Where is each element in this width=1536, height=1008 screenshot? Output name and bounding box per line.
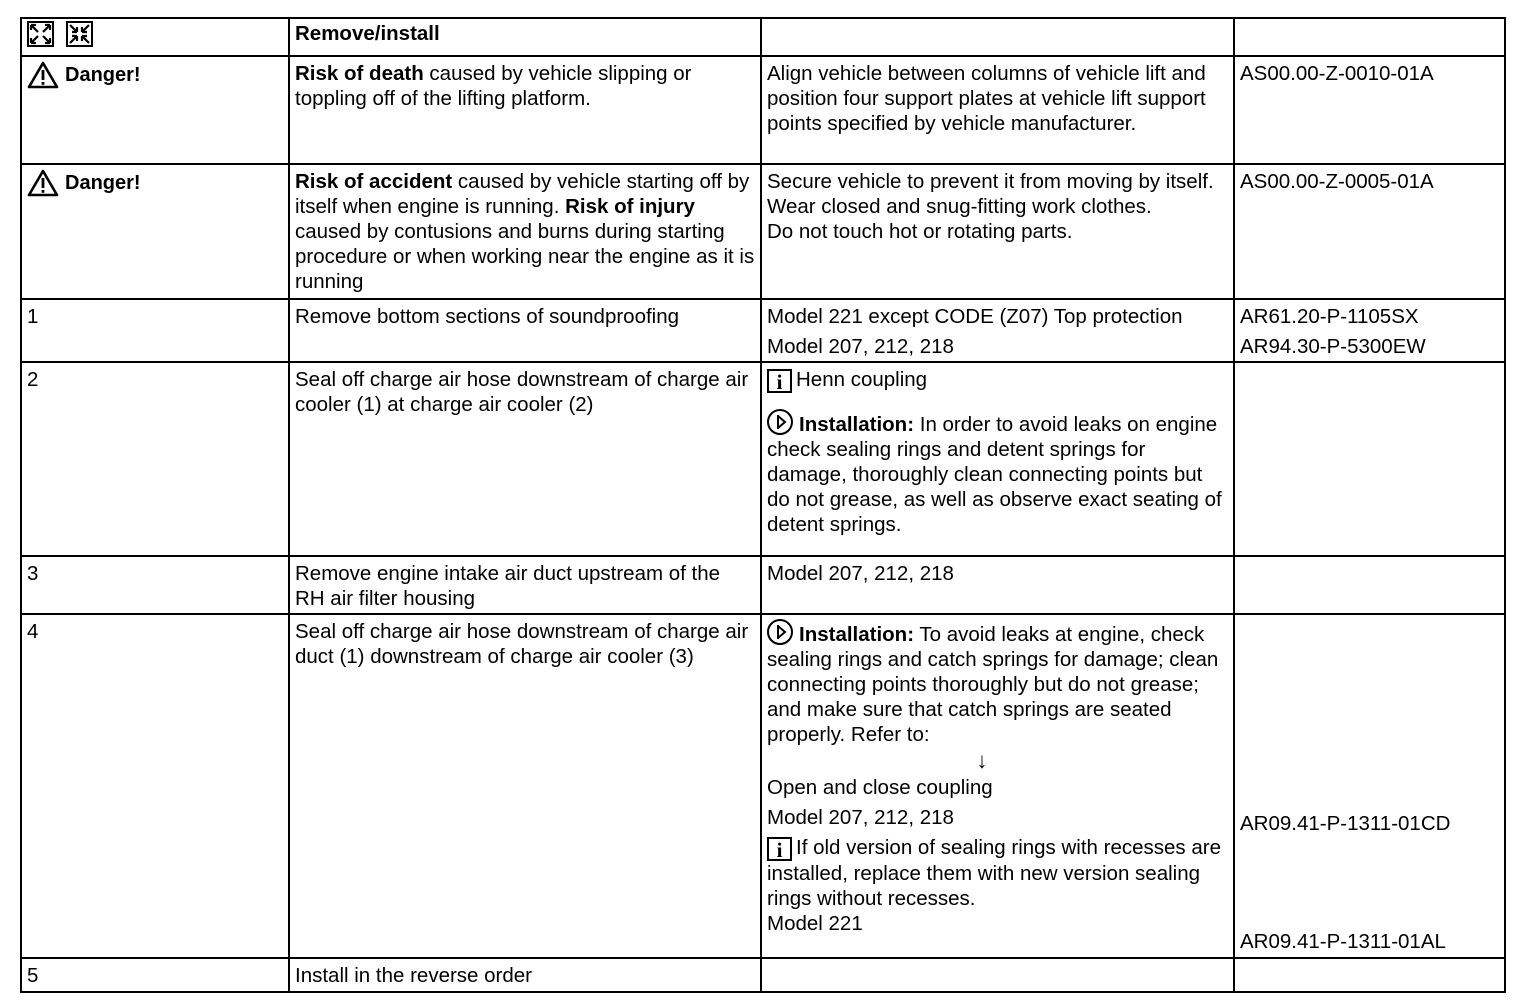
- installation-text: To avoid leaks at engine, check sealing rings and catch springs for damage; clean connecting points thoroughly but do not grease; and make sure that catch springs are seated properly. Refer to:: [767, 623, 1219, 746]
- danger-row-2: [21, 164, 1505, 299]
- reference-link[interactable]: AR61.20-P-1105SX: [1240, 305, 1419, 328]
- info-icon[interactable]: i: [767, 837, 792, 861]
- header-title: Remove/install: [289, 18, 761, 56]
- info-note: [767, 835, 1228, 911]
- info-text: Henn coupling: [796, 368, 928, 391]
- model-line: Model 207, 212, 218: [767, 806, 954, 829]
- open-close-coupling[interactable]: Open and close coupling: [767, 776, 993, 799]
- step-number: 1: [21, 299, 289, 362]
- warning-triangle-icon: [27, 61, 59, 89]
- step-row-5: [21, 958, 1505, 992]
- step-row-4: [21, 614, 1505, 958]
- step-notes: [761, 958, 1234, 992]
- risk-text: caused by contusions and burns during starting procedure or when working near the engine as it is running: [295, 220, 755, 293]
- danger-action: Align vehicle between columns of vehicle lift and position four support plates at vehicle lift support points specified by vehicle manufacturer.: [761, 56, 1234, 164]
- risk-text: caused by vehicle starting off by itself when engine is running.: [295, 170, 750, 218]
- risk-title: Risk of accident: [295, 170, 453, 193]
- step-description: Seal off charge air hose downstream of charge air duct (1) downstream of charge air cooler (3): [289, 614, 761, 958]
- danger-label: Danger!: [65, 171, 141, 194]
- step-row-1: [21, 299, 1505, 362]
- model-line: Model 221 except CODE (Z07) Top protection: [767, 305, 1183, 328]
- step-number: 2: [21, 362, 289, 556]
- procedure-table: [20, 17, 1506, 993]
- step-description: Remove bottom sections of soundproofing: [289, 299, 761, 362]
- installation-text: In order to avoid leaks on engine check sealing rings and detent springs for damage, thoroughly clean connecting points but do not grease, as well as observe exact seating of detent springs.: [767, 413, 1222, 536]
- collapse-icon[interactable]: [66, 21, 93, 53]
- reference-link[interactable]: AR09.41-P-1311-01CD: [1240, 812, 1451, 835]
- danger-row-1: [21, 56, 1505, 164]
- warning-triangle-icon: [27, 169, 59, 197]
- step-references: [1234, 614, 1505, 958]
- step-description: Install in the reverse order: [289, 958, 761, 992]
- step-description: Remove engine intake air duct upstream of the RH air filter housing: [289, 556, 761, 614]
- action-line: Do not touch hot or rotating parts.: [767, 220, 1073, 243]
- danger-description: [289, 56, 761, 164]
- header-icons-cell: [21, 18, 289, 56]
- installation-note: [767, 409, 1228, 537]
- step-references: [1234, 299, 1505, 362]
- expand-icon[interactable]: [27, 21, 54, 53]
- step-description: Seal off charge air hose downstream of charge air cooler (1) at charge air cooler (2): [289, 362, 761, 556]
- installation-label: Installation:: [799, 623, 915, 646]
- reference-link[interactable]: AR94.30-P-5300EW: [1240, 335, 1426, 358]
- step-number: 3: [21, 556, 289, 614]
- info-text: If old version of sealing rings with recesses are installed, replace them with new version sealing rings without recesses.: [767, 836, 1222, 910]
- step-notes: Model 207, 212, 218: [761, 556, 1234, 614]
- risk-title: Risk of injury: [565, 195, 695, 218]
- risk-text: caused by vehicle slipping or toppling off of the lifting platform.: [295, 62, 692, 110]
- danger-description: [289, 164, 761, 299]
- step-row-2: [21, 362, 1505, 556]
- info-icon[interactable]: i: [767, 369, 792, 393]
- step-notes: [761, 614, 1234, 958]
- header-empty-cell-3: [761, 18, 1234, 56]
- step-references: [1234, 556, 1505, 614]
- info-note: [767, 367, 1228, 393]
- step-references: [1234, 958, 1505, 992]
- arrow-down-icon: ↓: [976, 748, 988, 773]
- danger-action: [761, 164, 1234, 299]
- danger-label-cell: [21, 56, 289, 164]
- model-line: Model 207, 212, 218: [767, 335, 954, 358]
- header-empty-cell-4: [1234, 18, 1505, 56]
- step-row-3: [21, 556, 1505, 614]
- installation-note-icon: [767, 409, 793, 435]
- reference-link[interactable]: AR09.41-P-1311-01AL: [1240, 930, 1446, 953]
- danger-label-cell: [21, 164, 289, 299]
- action-line: Secure vehicle to prevent it from moving by itself.: [767, 170, 1214, 193]
- step-notes: [761, 299, 1234, 362]
- danger-label: Danger!: [65, 63, 141, 86]
- step-number: 5: [21, 958, 289, 992]
- installation-label: Installation:: [799, 413, 915, 436]
- danger-reference[interactable]: AS00.00-Z-0010-01A: [1234, 56, 1505, 164]
- step-references: [1234, 362, 1505, 556]
- step-notes: [761, 362, 1234, 556]
- model-line: Model 221: [767, 912, 863, 935]
- danger-reference[interactable]: AS00.00-Z-0005-01A: [1234, 164, 1505, 299]
- step-number: 4: [21, 614, 289, 958]
- risk-title: Risk of death: [295, 62, 424, 85]
- installation-note-icon: [767, 619, 793, 645]
- header-row: [21, 18, 1505, 56]
- action-line: Wear closed and snug-fitting work clothes.: [767, 195, 1152, 218]
- installation-note: [767, 619, 1228, 747]
